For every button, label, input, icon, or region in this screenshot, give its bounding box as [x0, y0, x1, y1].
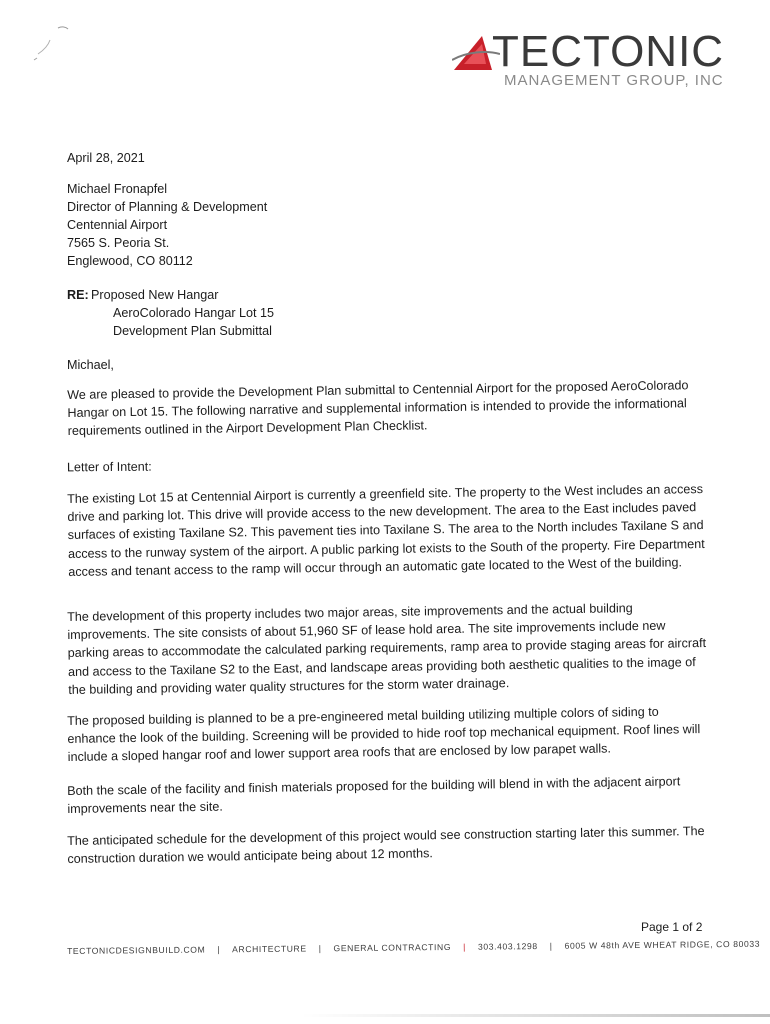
footer-service-architecture: ARCHITECTURE: [232, 943, 307, 955]
footer-divider: |: [217, 944, 221, 955]
recipient-organization: Centennial Airport: [67, 218, 168, 232]
logo-wordmark: TECTONIC: [492, 27, 725, 76]
body-paragraph-2: The development of this property includes two major areas, site improvements and the actual building improvements. The site consists of about 51,960 SF of lease hold area. The site improvements include new parking areas to accommodate the calculated parking requirements, ramp area to provide staging areas for aircraft and access to the Taxilane S2 to the East, and landscape areas providing both aesthetic qualities to the image of the building and providing water quality structures for the storm water drainage.: [67, 601, 707, 697]
footer-service-contracting: GENERAL CONTRACTING: [333, 941, 452, 954]
recipient-street: 7565 S. Peoria St.: [67, 236, 170, 250]
footer-phone: 303.403.1298: [477, 941, 538, 952]
recipient-city: Englewood, CO 80112: [67, 254, 193, 268]
subject-label: RE:: [67, 288, 89, 302]
footer-website: TECTONICDESIGNBUILD.COM: [67, 944, 206, 956]
subject-line-2: AeroColorado Hangar Lot 15: [113, 306, 275, 320]
salutation: Michael,: [67, 358, 114, 372]
logo-subtitle: MANAGEMENT GROUP, INC: [504, 72, 724, 89]
footer-address: 6005 W 48th AVE WHEAT RIDGE, CO 80033: [564, 938, 761, 951]
recipient-name: Michael Fronapfel: [67, 182, 168, 196]
body-paragraph-5: The anticipated schedule for the development of this project would see construction starting later this summer. The construction duration we would anticipate being about 12 months.: [67, 823, 705, 867]
body-paragraph-4: Both the scale of the facility and finish materials proposed for the building will blend in with the adjacent airport improvements near the site.: [67, 774, 681, 817]
recipient-title: Director of Planning & Development: [67, 200, 268, 214]
intro-paragraph: We are pleased to provide the Development Plan submittal to Centennial Airport for the proposed AeroColorado Hangar on Lot 15. The following narrative and supplemental information is intended to provide the informational requirements outlined in the Airport Development Plan Checklist.: [67, 378, 689, 439]
scan-edge-shadow: [300, 1014, 770, 1017]
page-number: Page 1 of 2: [641, 920, 703, 934]
pen-mark-scribble: [28, 20, 78, 70]
letterhead-footer: [67, 938, 761, 956]
section-heading: Letter of Intent:: [66, 459, 152, 475]
subject-line-1: Proposed New Hangar: [91, 288, 219, 302]
subject-line-3: Development Plan Submittal: [113, 324, 272, 338]
letter-date: April 28, 2021: [67, 151, 145, 165]
body-paragraph-3: The proposed building is planned to be a pre-engineered metal building utilizing multiple colors of siding to enhance the look of the building. Screening will be provided to hide roof top mechanical equipment. Roof lines will include a sloped hangar roof and lower support area roofs that are enclosed by low parapet walls.: [67, 704, 701, 765]
body-paragraph-1: The existing Lot 15 at Centennial Airport is currently a greenfield site. The property to the West includes an access drive and parking lot. This drive will provide access to the new development. The area to the East includes paved surfaces of existing Taxilane S2. This pavement ties into Taxilane S. The area to the North includes Taxilane S and access to the runway system of the airport. A public parking lot exists to the South of the property. Fire Department access and tenant access to the ramp will occur through an automatic gate located to the West of the building.: [67, 482, 705, 579]
company-logo: [452, 27, 725, 92]
footer-divider: |: [463, 941, 466, 952]
footer-divider: |: [549, 940, 553, 951]
footer-divider: |: [318, 943, 322, 954]
